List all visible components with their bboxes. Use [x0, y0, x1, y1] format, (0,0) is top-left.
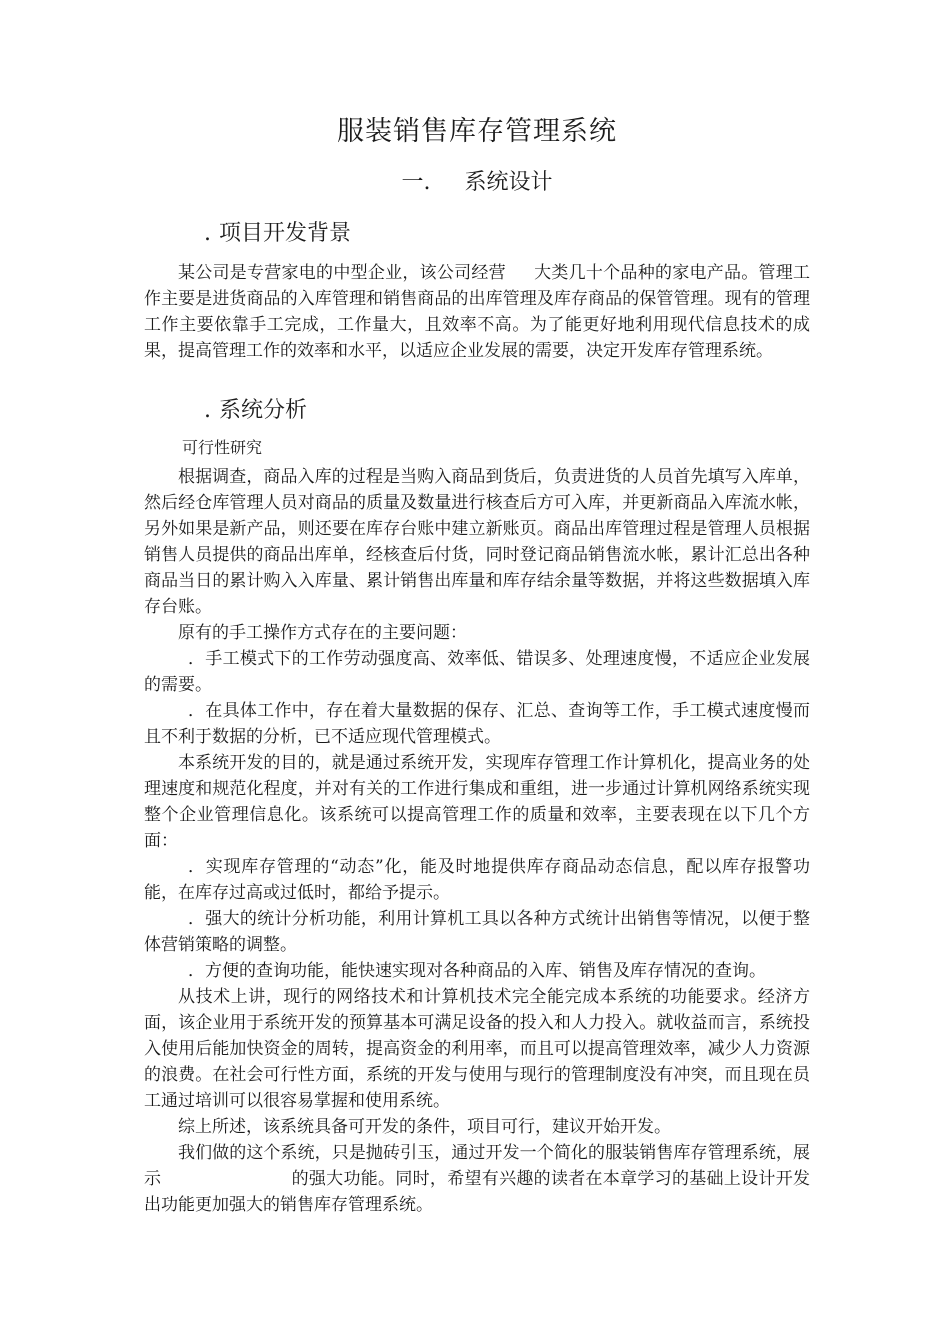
benefit-item-2: ．强大的统计分析功能，利用计算机工具以各种方式统计出销售等情况，以便于整体营销策略的调整。 — [144, 909, 810, 955]
paragraph-feasibility: 从技术上讲，现行的网络技术和计算机技术完全能完成本系统的功能要求。经济方面，该企业用于系统开发的预算基本可满足设备的投入和人力投入。就收益而言，系统投入使用后能加快资金的周转，提高资金的利用率，而且可以提高管理效率，减少人力资源的浪费。在社会可行性方面，系统的开发与使用与现行的管理制度没有冲突，而且现在员工通过培训可以很容易掌握和使用系统。 — [144, 987, 810, 1111]
background-text-b: 大类几十个品种的家电产品。管理工作主要是进货商品的入库管理和销售商品的出库管理及库存商品的保管管理。现有的管理工作主要依靠手工完成，工作量大，且效率不高。为了能更好地利用现代信息技术的成果，提高管理工作的效率和水平，以适应企业发展的需要，决定开发库存管理系统。 — [144, 263, 811, 361]
section-title: 系统分析 — [219, 398, 308, 423]
background-text-a: 某公司是专营家电的中型企业，该公司经营 — [178, 263, 506, 283]
paragraph-problems-intro: 原有的手工操作方式存在的主要问题： — [178, 623, 467, 643]
benefit-item-3: ．方便的查询功能，能快速实现对各种商品的入库、销售及库存情况的查询。 — [188, 961, 766, 981]
background-paragraph — [144, 260, 810, 364]
problem-item-1: ．手工模式下的工作劳动强度高、效率低、错误多、处理速度慢，不适应企业发展的需要。 — [144, 649, 810, 695]
chapter-heading — [144, 166, 810, 200]
section-bullet: . — [204, 398, 211, 423]
problem-item-2: ．在具体工作中，存在着大量数据的保存、汇总、查询等工作，手工模式速度慢而且不利于数据的分析，已不适应现代管理模式。 — [144, 701, 810, 747]
section-heading-analysis — [204, 394, 307, 428]
chapter-number: 一. — [401, 170, 431, 195]
analysis-body — [144, 436, 810, 1218]
section-title: 项目开发背景 — [219, 221, 352, 246]
background-body — [144, 260, 810, 364]
feasibility-subheading: 可行性研究 — [182, 438, 263, 457]
section-bullet: . — [204, 221, 211, 246]
paragraph-purpose: 本系统开发的目的，就是通过系统开发，实现库存管理工作计算机化，提高业务的处理速度和规范化程度，并对有关的工作进行集成和重组，进一步通过计算机网络系统实现整个企业管理信息化。该系统可以提高管理工作的质量和效率，主要表现在以下几个方面： — [144, 753, 810, 851]
document-title: 服装销售库存管理系统 — [337, 116, 617, 147]
document-page — [144, 0, 810, 1344]
closing-text-a: 我们做的这个系统，只是抛砖引玉，通过开发一个简化的服装销售库存管理系统，展示 — [144, 1143, 810, 1189]
section-heading-background — [204, 217, 351, 251]
paragraph-investigation: 根据调查，商品入库的过程是当购入商品到货后，负责进货的人员首先填写入库单，然后经仓库管理人员对商品的质量及数量进行核查后方可入库，并更新商品入库流水帐，另外如果是新产品，则还要在库存台账中建立新账页。商品出库管理过程是管理人员根据销售人员提供的商品出库单，经核查后付货，同时登记商品销售流水帐，累计汇总出各种商品当日的累计购入入库量、累计销售出库量和库存结余量等数据，并将这些数据填入库存台账。 — [144, 467, 810, 617]
closing-text-b: 的强大功能。同时，希望有兴趣的读者在本章学习的基础上设计开发出功能更加强大的销售库存管理系统。 — [144, 1169, 811, 1215]
benefit-item-1: ．实现库存管理的“动态”化，能及时地提供库存商品动态信息，配以库存报警功能，在库存过高或过低时，都给予提示。 — [144, 857, 810, 903]
paragraph-conclusion: 综上所述，该系统具备可开发的条件，项目可行，建议开始开发。 — [178, 1117, 671, 1137]
chapter-title: 系统设计 — [464, 170, 553, 195]
paragraph-closing — [144, 1140, 810, 1218]
